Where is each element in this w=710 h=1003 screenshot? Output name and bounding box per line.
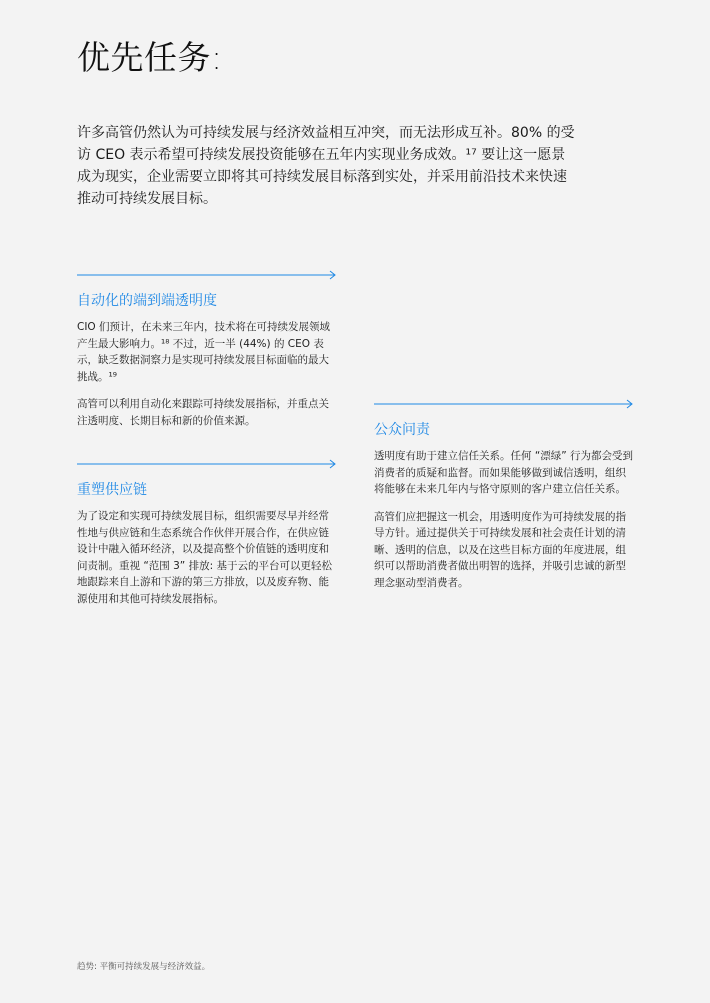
section-paragraph: 为了设定和实现可持续发展目标，组织需要尽早并经常性地与供应链和生态系统合作伙伴开展合作，在供应链设计中融入循环经济，以及提高整个价值链的透明度和问责制。重视 “范围 3” 排放: 基于云的平台可以更轻松地跟踪来自上游和下游的第三方排放，以及废弃物、能源使用和其他可持续发展指标。 <box>77 510 332 605</box>
section-paragraph: CIO 们预计，在未来三年内，技术将在可持续发展领域产生最大影响力。¹⁸ 不过，近一半 (44%) 的 CEO 表示，缺乏数据洞察力是实现可持续发展目标面临的最大挑战。¹⁹ <box>77 321 331 383</box>
section-paragraph: 透明度有助于建立信任关系。任何 “漂绿” 行为都会受到消费者的质疑和监督。而如果能够做到诚信透明，组织将能够在未来几年内与恪守原则的客户建立信任关系。 <box>374 450 634 495</box>
page-footer: 趋势: 平衡可持续发展与经济效益。 <box>77 962 211 972</box>
arrow-right-icon <box>374 399 634 409</box>
section-supply-chain <box>77 459 339 618</box>
section-heading: 重塑供应链 <box>77 482 147 498</box>
section-public-accountability <box>374 399 636 602</box>
section-heading: 公众问责 <box>374 422 430 438</box>
intro-paragraph: 许多高管仍然认为可持续发展与经济效益相互冲突，而无法形成互补。80% 的受访 CEO 表示希望可持续发展投资能够在五年内实现业务成效。¹⁷ 要让这一愿景成为现实，企业需要立即将其可持续发展目标落到实处，并采用前沿技术来快速推动可持续发展目标。 <box>77 125 575 207</box>
section-paragraph: 高管可以利用自动化来跟踪可持续发展指标，并重点关注透明度、长期目标和新的价值来源。 <box>77 398 329 427</box>
section-paragraph: 高管们应把握这一机会，用透明度作为可持续发展的指导方针。通过提供关于可持续发展和社会责任计划的清晰、透明的信息，以及在这些目标方面的年度进展，组织可以帮助消费者做出明智的选择，并吸引忠诚的新型理念驱动型消费者。 <box>374 510 626 589</box>
section-automation-transparency <box>77 270 339 440</box>
arrow-right-icon <box>77 459 337 469</box>
arrow-right-icon <box>77 270 337 280</box>
page-title: 优先任务: <box>77 38 223 77</box>
section-heading: 自动化的端到端透明度 <box>77 293 217 309</box>
